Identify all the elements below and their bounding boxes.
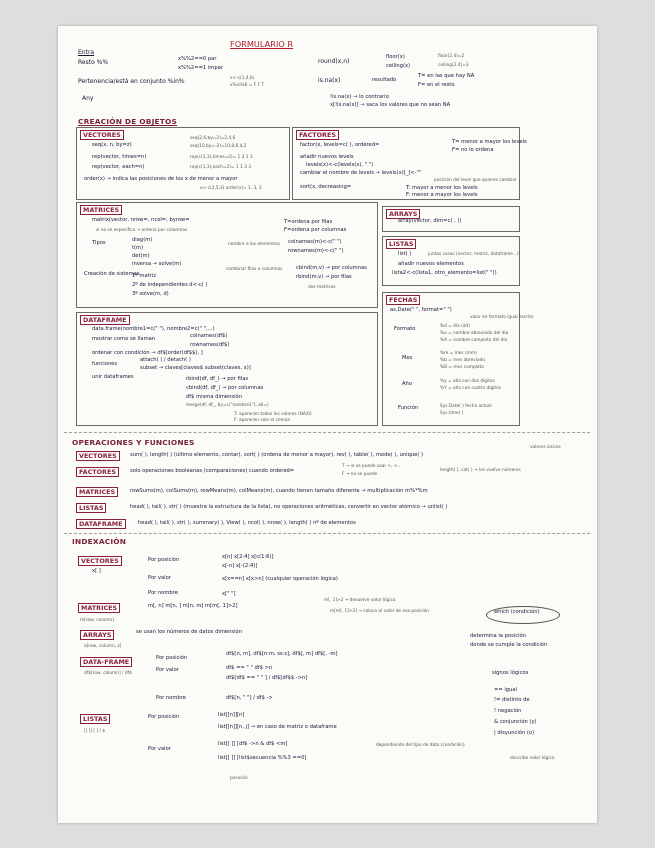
vectores-tag: VECTORES [80,130,124,140]
mat-colnames: colnames(m)<-c(" ") [288,239,342,245]
op-vectores-text: sum( ), length( ) (último elemento, contar), sort( ) (ordena de menor a mayor), rev( ), table( ), mode( ), unique( ) [130,452,424,458]
which-l8: | disyunción (o) [494,730,535,736]
ceiling-fn: ceiling(x) [386,63,411,69]
df-cbind: cbind(df, df_) → por columnas [186,385,264,391]
section-creacion: CREACIÓN DE OBJETOS [78,117,178,126]
idx-posicion-word: posición [230,776,248,781]
which-l6: ! negación [494,708,522,714]
fechas-B: %B = mes completo [440,365,484,370]
isna-t: T= en las que hay NA [418,73,475,79]
fac-cambiar: cambiar el nombre de levels → levels(x)[_]<-"" [300,170,422,176]
idx-listas-tag: LISTAS [80,714,110,724]
mat-nombre-elem: nombre a los elementos [228,242,280,247]
mat-cbind: cbind(m,v) → por columnas [296,265,367,271]
mat-t: t(m) [132,245,144,251]
fechas-Y: %Y = año con cuatro dígitos [440,386,501,391]
mat-sist2: 2º de independientes d<-c( ) [132,282,208,288]
fechas-y: %y = año con dos dígitos [440,379,495,384]
idx-pos1: x[n] x[2:4] x[c(1:6)] [222,554,274,560]
mat-note-sino: si no se especifica → ordena por columnas [96,228,188,233]
df-unir: unir dataframes [92,374,134,380]
vec-order: order(x) → indica las posiciones de los x de menor a mayor [84,176,238,182]
vec-order-note: x<-c(2,5,3) order(x)= 1, 3, 2 [200,186,262,191]
op-df-tag: DATAFRAME [76,519,126,529]
mat-matrix: matrix(vector, nrow=, ncol=, byrow= [92,217,190,223]
fechas-tag: FECHAS [386,295,420,305]
divider-2 [64,533,590,534]
idx-list-val-note: dependiendo del tipo de dato (condición) [376,743,465,748]
resto-impar: x%%2==1 impar [178,65,223,71]
which-l1: determina la posición [470,633,526,639]
idx-list-por-posicion: Por posición [148,714,180,720]
resto-par: x%%2==0 par [178,56,217,62]
idx-list-sub: [[ ]] [ ] / $ [84,729,106,734]
idx-list-por-valor: Por valor [148,746,171,752]
idx-df-nom: df$[n, " "] / df$ -> [226,695,273,701]
op-matrices-text: rowSums(m), colSums(m), rowMeans(m), colMeans(m), cuando tienen tamaño diferente → multiplicación m%*%m [130,488,428,494]
fechas-formato: Formato [394,326,416,332]
op-factores-f: F → no se puede [342,472,378,477]
mat-t-filas: T=ordena por filas [284,219,333,225]
idx-por-nombre: Por nombre [148,590,178,596]
isna-f: F= en el resto [418,82,455,88]
floor-fn: floor(x) [386,54,405,60]
vec-seq: seq(x, n, by=z) [92,142,132,148]
idx-df-val1: df$ == " " df$ >n [226,665,273,671]
fechas-funcion: Función [398,405,419,411]
idx-mat-code: m[, n] m[n, ] m[n, m] m[m[, 1]>2] [148,603,238,609]
idx-df-pos1: df$[n, m], df$[n:m, ss:s], df$[, m] df$[, -m] [226,651,338,657]
fac-t-sort: T: mayor a menor los levels [406,185,478,191]
listas-note: juntas cosas (vector, matriz, dataframe...) [428,252,519,257]
matrices-tag: MATRICES [80,205,122,215]
mat-inversa: inversa → solve(m) [132,261,182,267]
df-subset: subset → claves[claves$ subset(claves, x)] [140,365,251,371]
df-dimension: df$ misma dimensión [186,394,243,400]
op-matrices-tag: MATRICES [76,487,118,497]
mat-creacion-sist: Creación de sistemas [84,271,140,277]
entra-label: Entra [78,49,95,56]
idx-list-val2: list[[ ]] [list$secuencia %%3 ==0] [218,755,307,761]
op-df-text: head( ), tail( ), str( ), summary( ), View( ), ncol( ), nrow( ), length( ) nº de elementos [138,520,356,526]
idx-por-posicion: Por posición [148,557,180,563]
idx-arr-text: se usan los números de datos dimensión [136,629,243,635]
dataframe-tag: DATAFRAME [80,315,130,325]
idx-x-label: x[ ] [92,568,101,574]
idx-list-val1: list[[ ]] [df$ ->n & df$ <m] [218,741,288,747]
op-factores-extra: length( ), cat( ) → los vuelve números [440,468,521,473]
fechas-asdate-note: valor en formato igual escrito [470,315,534,320]
divider-1 [64,432,590,433]
df-colnames: colnames(df$) [190,333,228,339]
mat-rbind: rbind(m,v) → por filas [296,274,352,280]
listas-add-code: lista2<-c(lista1, otro_elemento=list(" ")) [392,270,497,276]
idx-vectores-tag: VECTORES [78,556,122,566]
any-label: Any [82,95,94,102]
fechas-anio: Año [402,381,413,387]
mat-det: det(m) [132,253,150,259]
vec-rep-times: rep(vector, times=n) [92,154,147,160]
fechas-a: %a = nombre abreviado del día [440,331,509,336]
fechas-d: %d = día (dd) [440,324,470,329]
op-vectores-tag: VECTORES [76,451,120,461]
floor-note: floor(2.4)=2 [438,54,465,59]
vec-rep-each-note: rep(c(1,3),each=2)= 1 1 3 3 [190,165,252,170]
df-attach: attach( ) / detach( ) [140,357,191,363]
idx-list-pos2: list[[n]][n, j] → en caso de matriz o dataframe [218,724,337,730]
which-title: which (condición) [494,609,540,615]
idx-matrices-tag: MATRICES [78,603,120,613]
idx-arrays-tag: ARRAYS [80,630,114,640]
resto-label: Resto %% [78,59,109,66]
notna-1: !is.na(x) → lo contrario [330,94,389,100]
idx-val1: x[x==n] x[x>n] (cualquier operación lógica) [222,576,338,582]
vec-seq-note1: seq(2,6,by=2)=2,4,6 [190,136,236,141]
df-rownames: rownames(df$) [190,342,230,348]
idx-arr-sub: a[row, column, z] [84,644,122,649]
fechas-A: %A = nombre completo del día [440,338,508,343]
vec-seq-note2: seq(10,by=-2)=10,8,6,4,2 [190,144,247,149]
which-l7: & conjunción (y) [494,719,537,725]
fac-factor: factor(x, levels=c( ), ordered= [300,142,380,148]
isna-resultado: resultado [372,77,397,83]
section-indexacion: INDEXACIÓN [72,537,127,546]
fac-cambiar-note: posición del level que quieres cambiar [434,178,517,183]
idx-nom1: x[" "] [222,591,236,597]
idx-df-sub: df$[row, column] / df$ [84,671,132,676]
mat-sist1: 1º matriz [132,273,156,279]
isna-label: is.na(x) [318,77,341,84]
round-label: round(x,n) [318,58,350,65]
op-factores-t: T → sí se puede usar >, <... [342,464,402,469]
df-merge-t: T: aparecen todos los valores (NA/0) [234,412,312,417]
fechas-b: %b = mes abreviado [440,358,485,363]
idx-pos2: x[-n] x[-(2:4)] [222,563,258,569]
pertenencia-note2: x%in%6 = F F T [230,83,264,88]
vec-rep-times-note: rep(c(1,3),times=2)= 1 3 1 3 [190,155,253,160]
op-factores-tag: FACTORES [76,467,119,477]
op-vectores-note: valores únicos [530,445,561,450]
listas-tag: LISTAS [386,239,416,249]
df-merge-f: F: aparecen solo el común [234,418,291,423]
fac-add-levels: añadir nuevos levels [300,154,354,160]
mat-dos: dos matrices [308,285,336,290]
idx-list-pos1: list[[n]][n] [218,712,245,718]
idx-describe-word: describe valor lógico [510,756,555,761]
fechas-sysdate: Sys.Date( ) fecha actual [440,404,492,409]
df-rbind: rbind(df, df_) → por filas [186,376,249,382]
mat-tipos: Tipos [92,240,106,246]
pertenencia-label: Pertenencia/está en conjunto %in% [78,78,185,85]
df-merge: merge(df, df_, by=c("nombre1"), all=) [186,403,269,408]
fechas-mes: Mes [402,355,413,361]
mat-combinar: combinar filas o columnas [226,267,283,272]
idx-mat-note2: m[m[, 1]>2] → coloca el valor de esa posición [330,609,430,614]
idx-df-por-nombre: Por nombre [156,695,186,701]
mat-f-cols: F=ordena por columnas [284,227,347,233]
idx-mat-sub: m[row, column] [80,618,114,623]
which-l2: donde se cumple la condición [470,642,548,648]
factores-tag: FACTORES [296,130,339,140]
fechas-m: %m = mes (mm) [440,351,477,356]
fac-levels-assign: levels(x)<-c(levels(x), " ") [306,162,374,168]
notna-2: x[!is.na(x)] → saca los valores que no sean NA [330,102,451,108]
which-l3: signos lógicos [492,670,529,676]
df-fn: data.frame(nombre1=c(" "), nombre2=c(" ",...) [92,326,215,332]
op-listas-text: head( ), tail( ), str( ) (muestra la estructura de la lista), no operaciones aritméticas, convertir en vector atómico → unlist( ) [130,504,448,510]
ceiling-note: ceiling(2.4)=3 [438,63,469,68]
idx-por-valor: Por valor [148,575,171,581]
fac-sort: sort(x, decreasing= [300,184,352,190]
mat-rownames: rownames(m)<-c(" ") [288,248,344,254]
idx-df-por-posicion: Por posición [156,655,188,661]
arrays-tag: ARRAYS [386,209,420,219]
idx-df-val2: df$[df$ == " " ] / df$[df$$ ->n] [226,675,308,681]
df-ordenar: ordenar con condición → df$[order(df$$), ] [92,350,203,356]
vec-rep-each: rep(vector, each=n) [92,164,145,170]
pertenencia-note1: x<-c(1,4,6) [230,76,255,81]
op-factores-text: solo operaciones booleanas (comparaciones) cuando ordered= [130,468,295,474]
listas-list: list( ) [398,251,412,257]
sheet-title: FORMULARIO R [230,39,294,49]
which-l5: != distinto de [494,697,530,703]
fechas-asdate: as.Date(" ", format=" ") [390,307,452,313]
fechas-systime: Sys.time( ) [440,411,464,416]
fac-f-sort: F: menor a mayor los levels [406,192,478,198]
mat-sist3: 3º solve(m, d) [132,291,169,297]
idx-df-tag: DATA-FRAME [80,657,132,667]
fac-t-order: T= menor a mayor los levels [452,139,527,145]
idx-df-por-valor: Por valor [156,667,179,673]
df-mostrar: mostrar como se llaman [92,336,156,342]
fac-f-order: F= no lo ordena [452,147,494,153]
idx-mat-note1: m[, 1]>2 → devuelve valor lógico [324,598,396,603]
listas-add: añadir nuevos elementos [398,261,464,267]
arrays-fn: array(vector, dim=c( , )) [398,218,462,224]
df-funciones: funciones [92,361,118,367]
section-operaciones: OPERACIONES Y FUNCIONES [72,438,195,447]
op-listas-tag: LISTAS [76,503,106,513]
which-l4: == igual [494,687,517,693]
mat-diag: diag(m) [132,237,153,243]
